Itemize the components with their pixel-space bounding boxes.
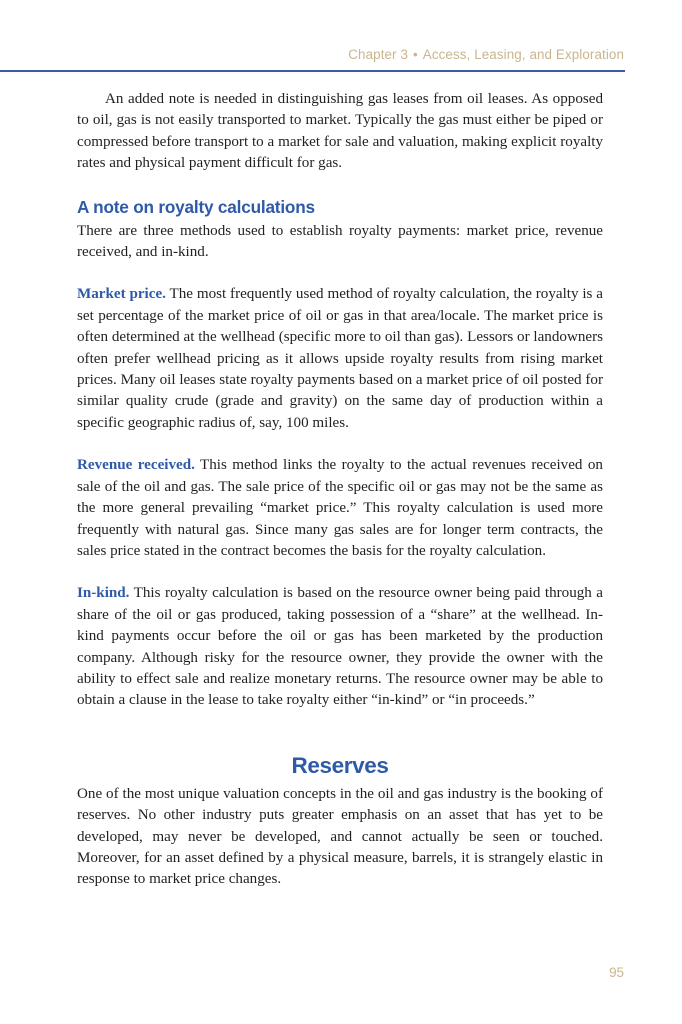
reserves-paragraph: One of the most unique valuation concepts in the oil and gas industry is the booking of reserves. No other industry puts greater emphasis on an asset that has yet to be developed, may never be developed, and cannot actually be seen or touched. Moreover, for an asset defined by a physical measure, barrels, it is strangely elastic in response to market price changes. xyxy=(77,785,603,888)
in-kind-paragraph xyxy=(77,583,603,711)
royalty-intro-paragraph: There are three methods used to establish royalty payments: market price, revenue received, and in-kind. xyxy=(77,222,603,261)
page-body xyxy=(77,89,603,891)
royalty-subheading: A note on royalty calculations xyxy=(77,196,315,217)
in-kind-text: This royalty calculation is based on the resource owner being paid through a share of the oil or gas produced, taking possession of a “share” at the wellhead. In-kind payments occur before the oil or gas has been marketed by the production company. Although risky for the resource owner, they provide the owner with the ability to effect sale and realize monetary returns. The resource owner may be able to obtain a clause in the lease to take royalty either “in-kind” or “in proceeds.” xyxy=(77,585,603,709)
page-number: 95 xyxy=(609,965,624,980)
market-price-term: Market price. xyxy=(77,286,166,303)
revenue-received-text: This method links the royalty to the actual revenues received on sale of the oil and gas. The sale price of the specific oil or gas may not be the same as the more general prevailing “market price.” This royalty calculation is used more frequently with natural gas. Since many gas sales are for longer term contracts, the sales price stated in the contract becomes the basis for the royalty calculation. xyxy=(77,457,603,559)
header-rule xyxy=(0,70,625,72)
in-kind-term: In-kind. xyxy=(77,585,130,602)
running-head xyxy=(348,47,624,62)
market-price-text: The most frequently used method of royalty calculation, the royalty is a set percentage of the market price of oil or gas in that area/locale. The market price is often determined at the wellhead (specific more to oil than gas). Lessors or landowners often prefer wellhead pricing as it allows upside royalty results from rising market prices. Many oil leases state royalty payments based on a market price of oil posted for similar quality crude (grade and gravity) on the same day of production within a specific geographic radius of, say, 100 miles. xyxy=(77,286,603,431)
running-head-chapter: Chapter 3 xyxy=(348,47,408,62)
revenue-received-term: Revenue received. xyxy=(77,457,195,474)
intro-paragraph: An added note is needed in distinguishing gas leases from oil leases. As opposed to oil, gas is not easily transported to market. Typically the gas must either be piped or compressed before transport to a market for sale and valuation, making explicit royalty rates and physical payment difficult for gas. xyxy=(77,91,603,172)
reserves-heading: Reserves xyxy=(291,752,389,778)
revenue-received-paragraph xyxy=(77,455,603,562)
running-head-title: Access, Leasing, and Exploration xyxy=(422,47,624,62)
running-head-bullet: • xyxy=(413,47,418,62)
market-price-paragraph xyxy=(77,284,603,434)
